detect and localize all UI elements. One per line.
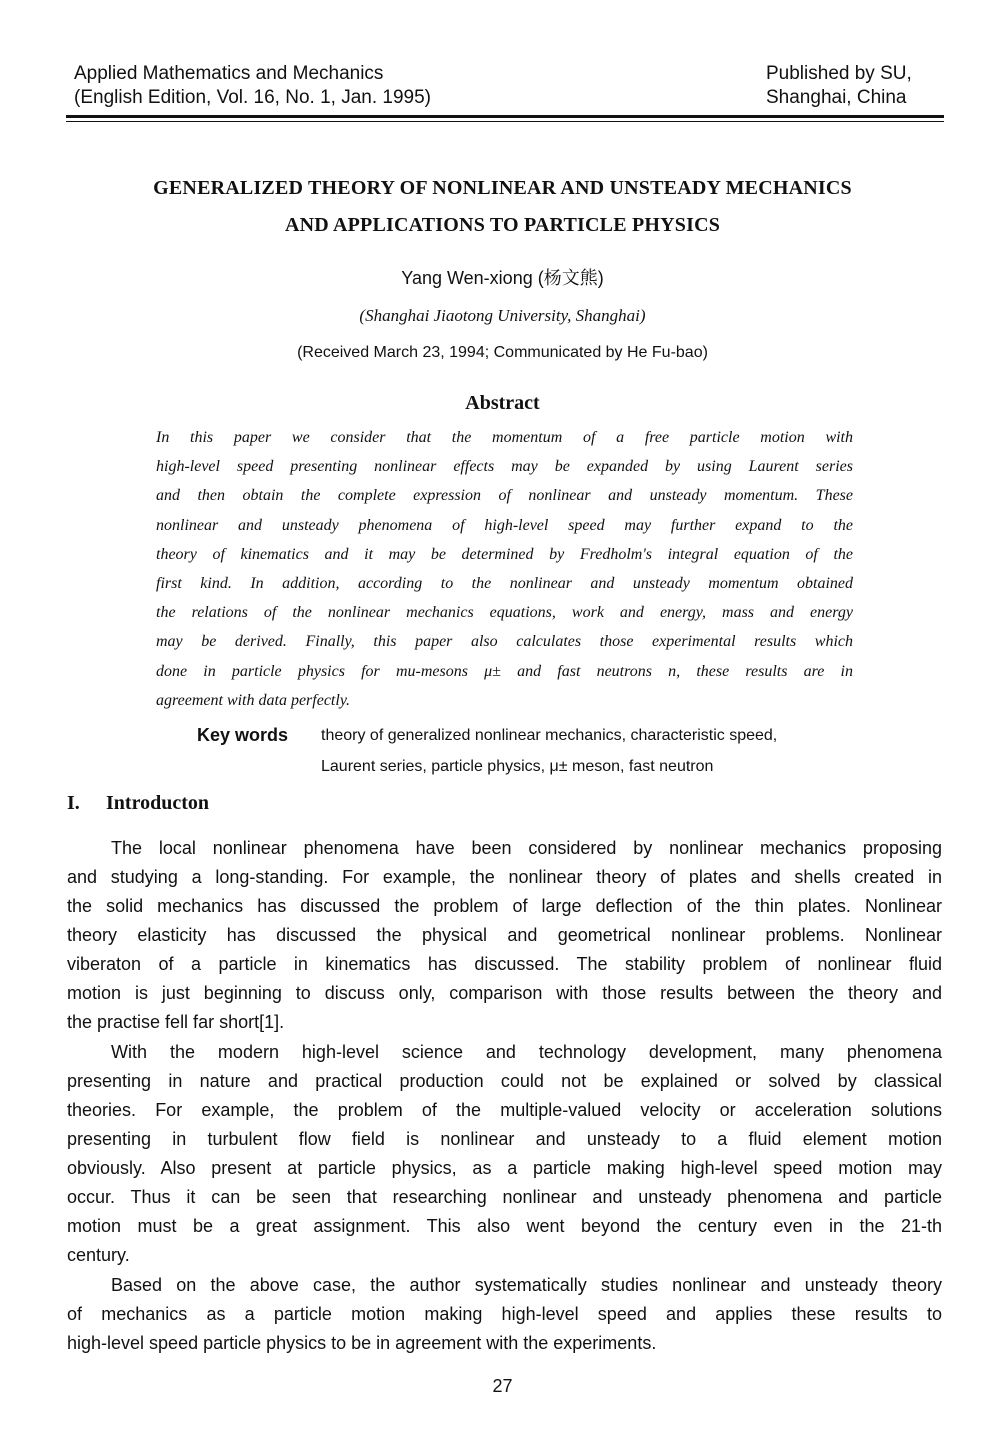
- paragraph-line: century.: [67, 1245, 130, 1265]
- paper-title-line-1: GENERALIZED THEORY OF NONLINEAR AND UNSTEADY MECHANICS: [153, 177, 852, 199]
- paragraph-line: theory elasticity has discussed the physical and geometrical nonlinear problems. Nonlinear: [67, 925, 942, 945]
- paper-title-line-2: AND APPLICATIONS TO PARTICLE PHYSICS: [284, 214, 721, 236]
- paragraph-line: of mechanics as a particle motion making high-level speed and applies these results to: [67, 1304, 942, 1324]
- keywords-line-2: Laurent series, particle physics, μ± meson, fast neutron: [321, 758, 714, 775]
- paragraph-line: With the modern high-level science and technology development, many phenomena: [111, 1042, 942, 1062]
- abstract-line: may be derived. Finally, this paper also calculates those experimental results which: [156, 633, 853, 651]
- paragraph-line: presenting in turbulent flow field is nonlinear and unsteady to a fluid element motion: [67, 1129, 942, 1149]
- publisher-name: Published by SU,: [766, 63, 912, 84]
- section-title: Introducton: [106, 792, 209, 814]
- paragraph-3: [67, 1271, 942, 1358]
- paragraph-line: motion must be a great assignment. This also went beyond the century even in the 21-th: [67, 1216, 942, 1236]
- abstract-line: high-level speed presenting nonlinear effects may be expanded by using Laurent series: [156, 458, 853, 476]
- paragraph-line: theories. For example, the problem of the multiple-valued velocity or acceleration solutions: [67, 1100, 942, 1120]
- journal-citation: [74, 62, 431, 110]
- paragraph-line: high-level speed particle physics to be in agreement with the experiments.: [67, 1333, 657, 1353]
- paragraph-line: The local nonlinear phenomena have been considered by nonlinear mechanics proposing: [111, 838, 942, 858]
- abstract-line: agreement with data perfectly.: [156, 691, 351, 709]
- author-name: Yang Wen-xiong (杨文熊): [401, 268, 604, 288]
- keywords-line-1: theory of generalized nonlinear mechanics, characteristic speed,: [321, 727, 778, 744]
- header-rule-thin: [66, 121, 944, 122]
- abstract-line: theory of kinematics and it may be determined by Fredholm's integral equation of the: [156, 545, 853, 563]
- publisher-location: Shanghai, China: [766, 87, 907, 108]
- abstract-heading: Abstract: [465, 392, 540, 414]
- paragraph-1: [67, 834, 942, 1037]
- paragraph-line: occur. Thus it can be seen that researching nonlinear and unsteady phenomena and particle: [67, 1187, 942, 1207]
- paragraph-line: presenting in nature and practical production could not be explained or solved by classical: [67, 1071, 942, 1091]
- paragraph-line: and studying a long-standing. For example, the nonlinear theory of plates and shells created in: [67, 867, 942, 887]
- journal-edition: (English Edition, Vol. 16, No. 1, Jan. 1995): [74, 87, 431, 108]
- paragraph-line: motion is just beginning to discuss only, comparison with those results between the theory and: [67, 983, 942, 1003]
- abstract-line: the relations of the nonlinear mechanics equations, work and energy, mass and energy: [156, 604, 853, 622]
- paragraph-line: the practise fell far short[1].: [67, 1012, 285, 1032]
- journal-name: Applied Mathematics and Mechanics: [74, 63, 384, 84]
- abstract-line: done in particle physics for mu-mesons μ± and fast neutrons n, these results are in: [156, 662, 853, 680]
- abstract-line: first kind. In addition, according to the nonlinear and unsteady momentum obtained: [156, 574, 853, 592]
- abstract-line: and then obtain the complete expression of nonlinear and unsteady momentum. These: [156, 487, 853, 505]
- section-number: I.: [67, 792, 80, 814]
- received-note: (Received March 23, 1994; Communicated by He Fu-bao): [297, 344, 708, 361]
- author-affiliation: (Shanghai Jiaotong University, Shanghai): [359, 306, 646, 325]
- abstract-line: nonlinear and unsteady phenomena of high-level speed may further expand to the: [156, 516, 853, 534]
- keywords-label: Key words: [197, 725, 289, 745]
- paragraph-line: obviously. Also present at particle physics, as a particle making high-level speed motion may: [67, 1158, 942, 1178]
- paragraph-line: viberaton of a particle in kinematics has discussed. The stability problem of nonlinear fluid: [67, 954, 942, 974]
- paragraph-line: Based on the above case, the author systematically studies nonlinear and unsteady theory: [111, 1275, 942, 1295]
- header-rule-thick: [66, 115, 944, 118]
- abstract-line: In this paper we consider that the momentum of a free particle motion with: [156, 429, 853, 446]
- publisher-info: [766, 62, 912, 110]
- paragraph-2: [67, 1038, 942, 1270]
- page-number: 27: [492, 1376, 513, 1396]
- paragraph-line: the solid mechanics has discussed the problem of large deflection of the thin plates. Nonlinear: [67, 896, 942, 916]
- abstract-body: [156, 423, 853, 715]
